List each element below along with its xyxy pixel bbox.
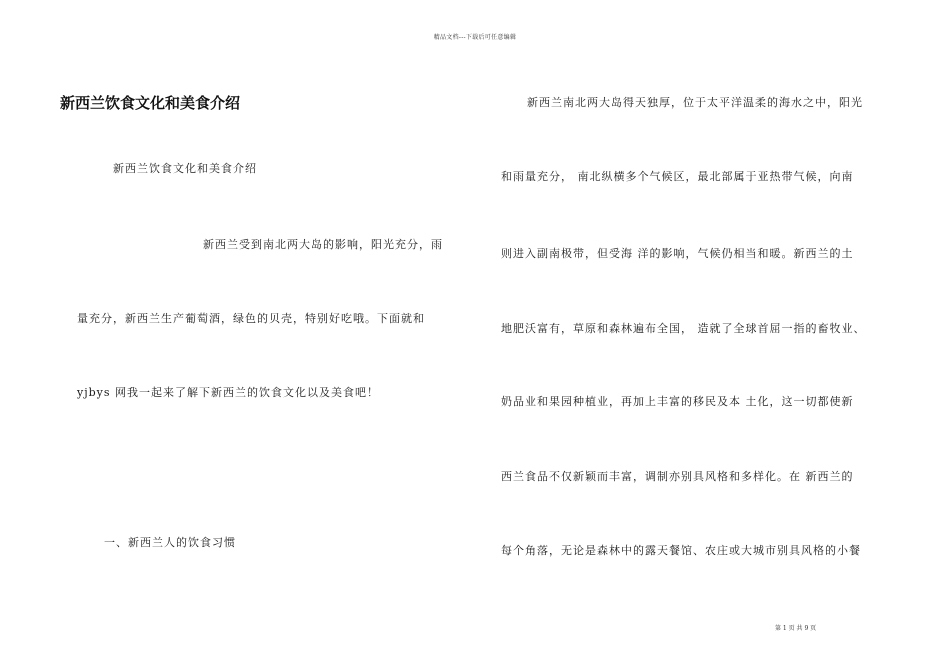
right-paragraph-line: 新西兰南北两大岛得天独厚，位于太平洋温柔的海水之中，阳光 [527,96,863,109]
header-note: 精品文档---下载后可任意编辑 [433,34,517,41]
right-paragraph-line: 则进入副南极带，但受海 洋的影响，气候仍相当和暖。新西兰的土 [501,247,854,260]
right-paragraph-line: 和雨量充分， 南北纵横多个气候区，最北部属于亚热带气候，向南 [501,170,854,183]
left-subtitle: 新西兰饮食文化和美食介绍 [113,162,257,175]
right-paragraph-line: 西兰食品不仅新颖而丰富，调制亦别具风格和多样化。在 新西兰的 [501,470,854,483]
page-number-footer: 第 1 页 共 9 页 [775,625,817,632]
document-title: 新西兰饮食文化和美食介绍 [60,94,241,112]
left-paragraph-line: 新西兰受到南北两大岛的影响，阳光充分，雨 [203,238,443,251]
right-paragraph-line: 奶品业和果园种植业，再加上丰富的移民及本 土化，这一切都使新 [501,395,854,408]
section-heading: 一、新西兰人的饮食习惯 [104,536,236,549]
right-paragraph-line: 地肥沃富有，草原和森林遍布全国， 造就了全球首屈一指的畜牧业、 [501,322,866,335]
left-paragraph-line: yjbys 网我一起来了解下新西兰的饮食文化以及美食吧！ [77,386,380,399]
right-paragraph-line: 每个角落，无论是森林中的露天餐馆、农庄或大城市别具风格的小餐 [501,544,861,557]
left-paragraph-line: 量充分，新西兰生产葡萄酒，绿色的贝壳，特别好吃哦。下面就和 [77,312,425,325]
